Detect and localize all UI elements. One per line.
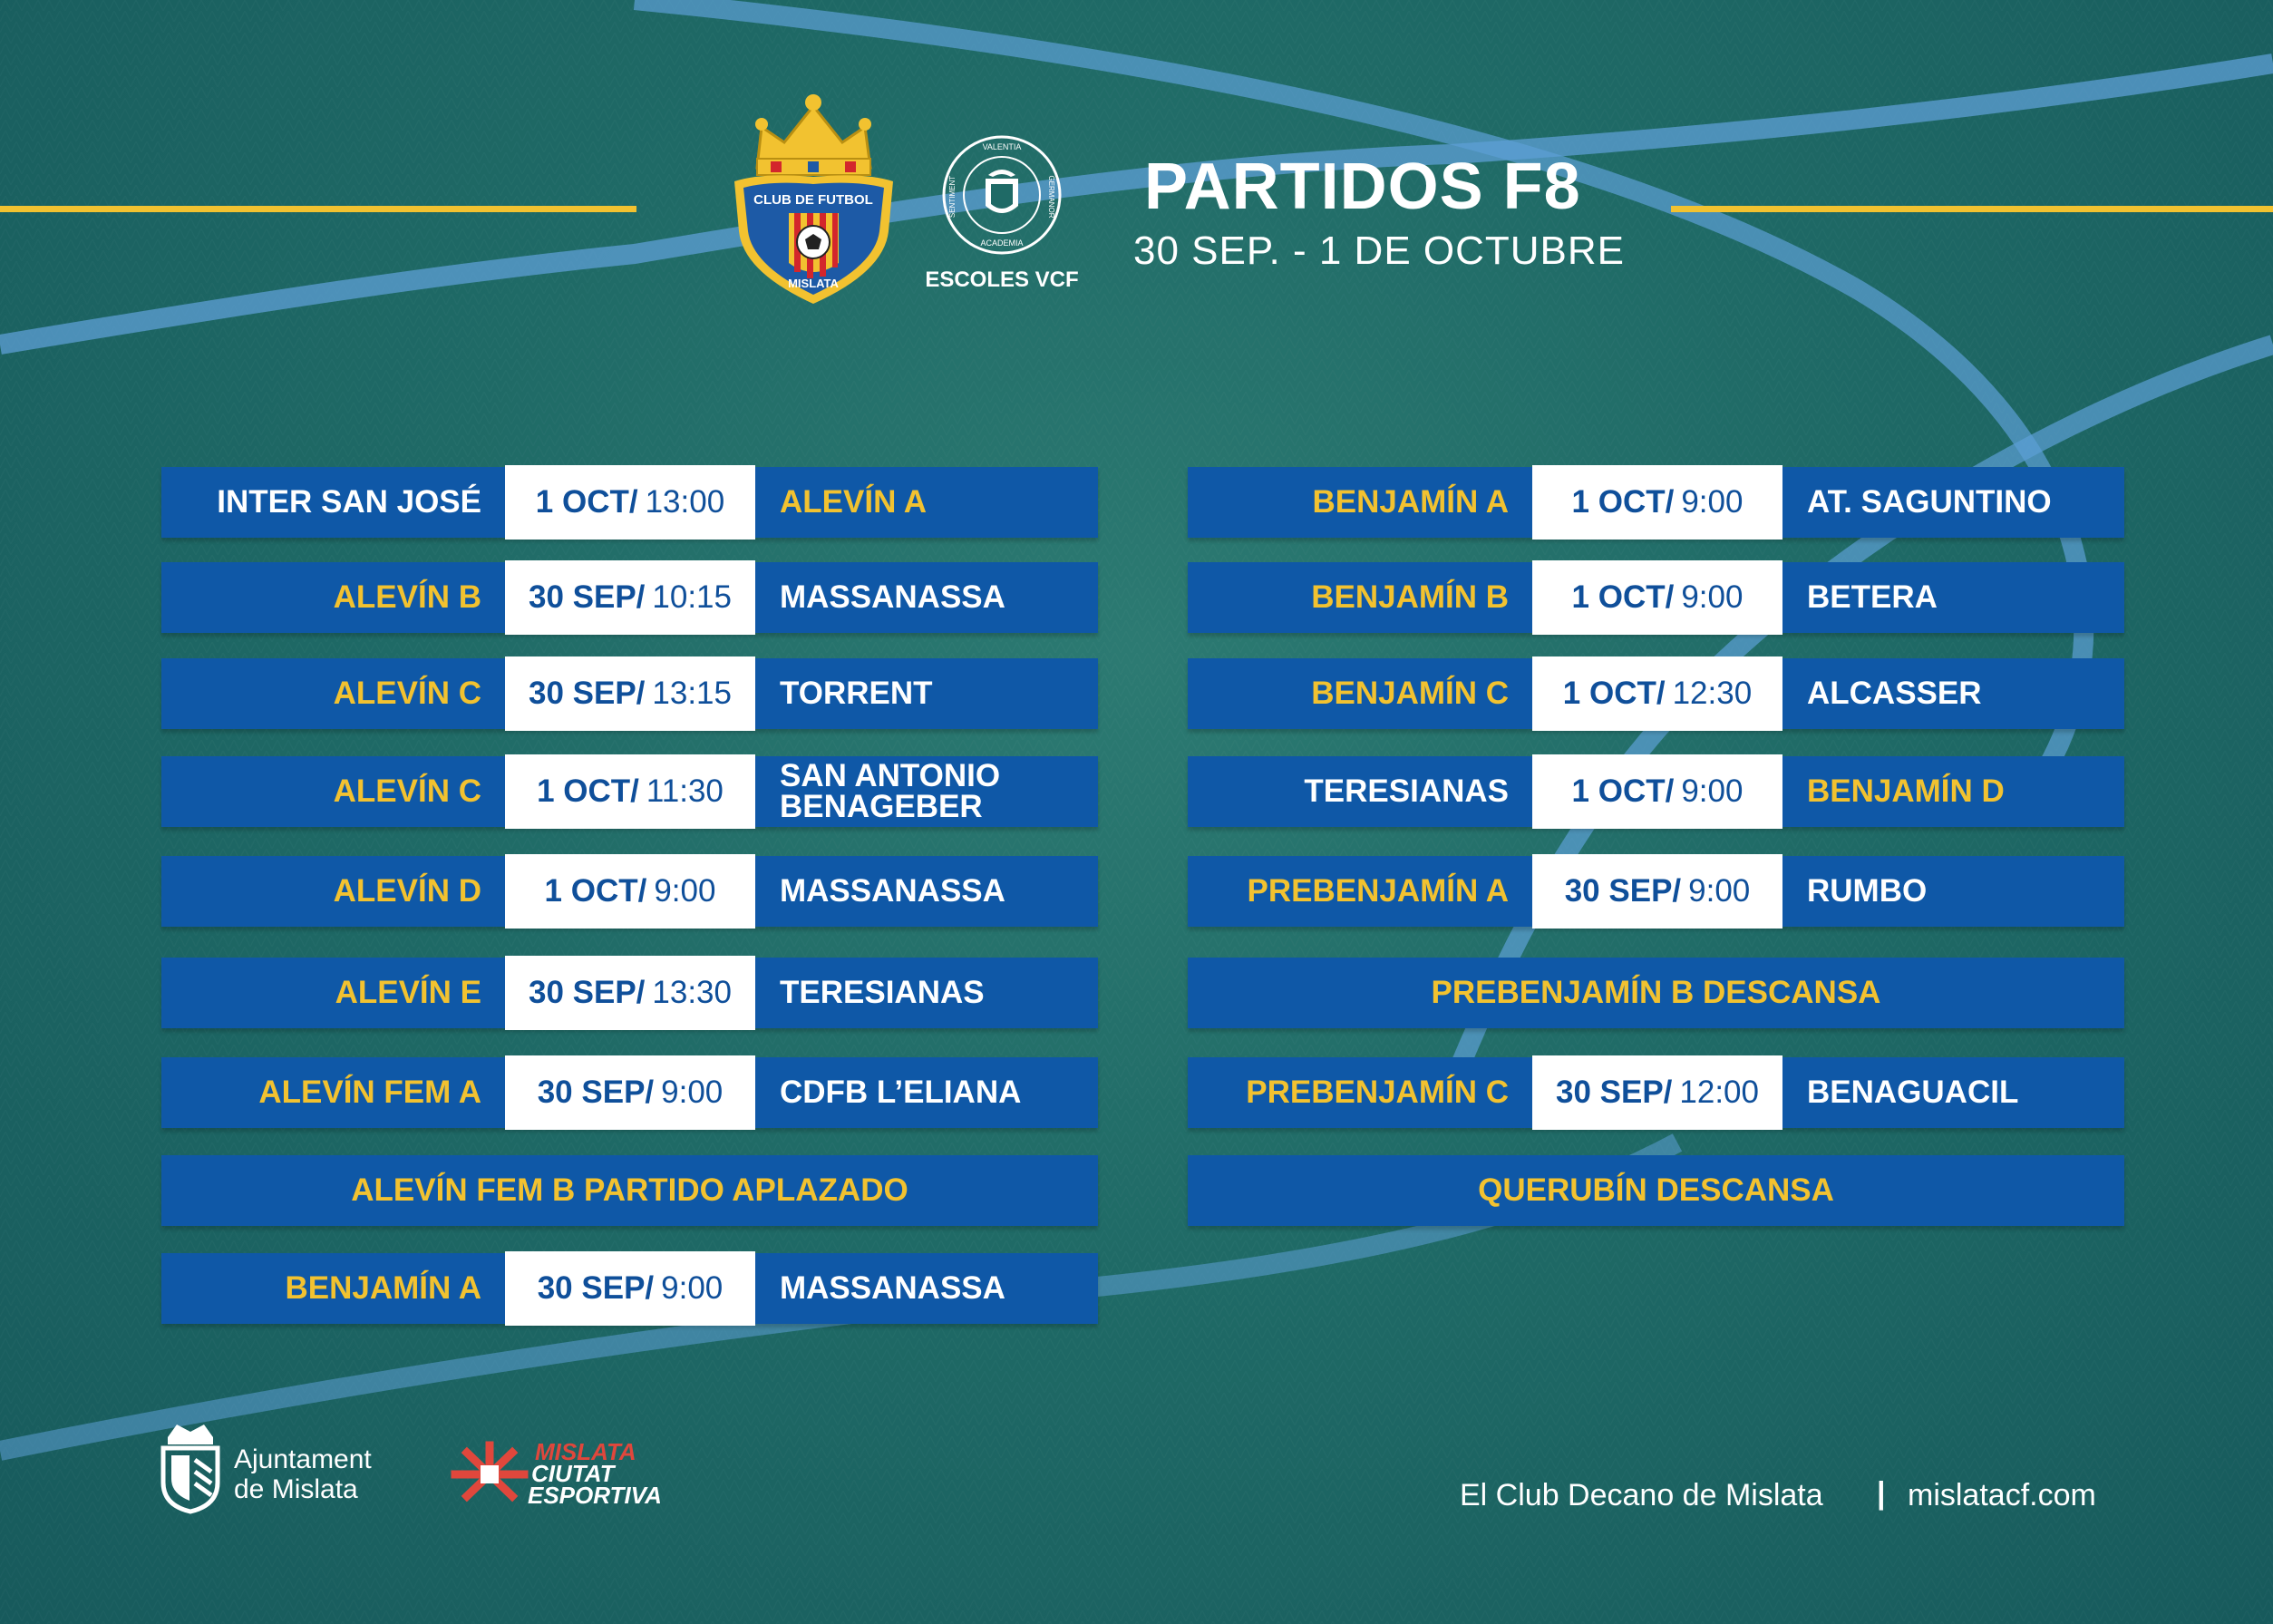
match-row <box>1188 856 2124 927</box>
home-team: ALEVÍN FEM A <box>258 1075 481 1110</box>
match-datetime <box>505 854 755 929</box>
ajuntament-crest-icon <box>159 1419 222 1514</box>
match-datetime <box>505 956 755 1030</box>
match-datetime <box>1532 560 1782 635</box>
away-team: TORRENT <box>780 676 933 711</box>
ciutat-esportiva-logo-icon <box>444 1440 535 1508</box>
away-team: BETERA <box>1807 579 1938 615</box>
vcf-badge-top-text: VALENTIA <box>982 142 1022 151</box>
away-team: TERESIANAS <box>780 975 985 1010</box>
match-time: 9:00 <box>1681 484 1744 520</box>
match-day: 1 OCT/ <box>1571 484 1675 520</box>
match-time: 11:30 <box>646 773 724 809</box>
away-team: BENJAMÍN D <box>1807 773 2005 809</box>
notice-text: QUERUBÍN DESCANSA <box>1478 1172 1834 1208</box>
notice-text: PREBENJAMÍN B DESCANSA <box>1431 975 1881 1010</box>
away-team-line1: SAN ANTONIO <box>780 758 1001 793</box>
match-day: 30 SEP/ <box>1555 1075 1673 1110</box>
match-time: 13:30 <box>652 975 732 1010</box>
away-team: AT. SAGUNTINO <box>1807 484 2052 520</box>
match-row <box>161 562 1098 633</box>
escoles-vcf-label: ESCOLES VCF <box>925 267 1079 292</box>
away-team: CDFB L’ELIANA <box>780 1075 1022 1110</box>
vcf-badge-right-text: GERMANOR <box>1047 175 1055 219</box>
away-team: RUMBO <box>1807 873 1928 909</box>
match-datetime <box>505 560 755 635</box>
match-row <box>1188 1057 2124 1128</box>
match-time: 9:00 <box>661 1270 724 1306</box>
match-datetime <box>1532 465 1782 540</box>
match-day: 1 OCT/ <box>1571 773 1675 809</box>
match-row <box>1188 467 2124 538</box>
match-time: 9:00 <box>654 873 716 909</box>
home-team: ALEVÍN C <box>333 773 481 809</box>
ajuntament-label-line1: Ajuntament <box>234 1444 372 1474</box>
match-day: 1 OCT/ <box>1571 579 1675 615</box>
away-team: ALEVÍN A <box>780 484 928 520</box>
match-time: 13:00 <box>645 484 725 520</box>
match-day: 1 OCT/ <box>1562 676 1666 711</box>
match-datetime <box>505 1055 755 1130</box>
home-team: ALEVÍN C <box>333 676 481 711</box>
header-line-right <box>1671 206 2273 212</box>
crown-icon <box>755 94 871 175</box>
match-datetime <box>505 465 755 540</box>
ciutat-label-line1: MISLATA <box>535 1438 636 1465</box>
match-time: 12:00 <box>1679 1075 1759 1110</box>
notice-row <box>1188 958 2124 1028</box>
home-team: BENJAMÍN A <box>1312 484 1509 520</box>
match-time: 10:15 <box>652 579 732 615</box>
match-datetime <box>1532 754 1782 829</box>
away-team: MASSANASSA <box>780 579 1005 615</box>
match-datetime <box>1532 656 1782 731</box>
away-team-line2: BENAGEBER <box>780 789 983 824</box>
match-time: 9:00 <box>1681 773 1744 809</box>
match-day: 30 SEP/ <box>528 975 646 1010</box>
match-row <box>161 856 1098 927</box>
escoles-vcf-badge <box>938 131 1065 258</box>
match-row <box>161 467 1098 538</box>
cf-mislata-crest <box>725 86 902 308</box>
ciutat-label-line2: CIUTAT <box>531 1460 615 1487</box>
match-datetime <box>1532 1055 1782 1130</box>
notice-row <box>1188 1155 2124 1226</box>
crest-ring-text: CLUB DE FUTBOL <box>753 192 873 208</box>
match-row <box>161 1057 1098 1128</box>
match-row <box>161 958 1098 1028</box>
match-row <box>1188 562 2124 633</box>
ajuntament-label-line2: de Mislata <box>234 1474 358 1504</box>
home-team: ALEVÍN D <box>333 873 481 909</box>
match-day: 30 SEP/ <box>528 676 646 711</box>
away-team: BENAGUACIL <box>1807 1075 2019 1110</box>
match-row <box>161 1253 1098 1324</box>
home-team: ALEVÍN E <box>335 975 481 1010</box>
match-datetime <box>505 754 755 829</box>
home-team: INTER SAN JOSÉ <box>217 484 481 520</box>
match-day: 30 SEP/ <box>537 1075 655 1110</box>
home-team: BENJAMÍN C <box>1311 676 1509 711</box>
match-time: 9:00 <box>661 1075 724 1110</box>
page-title: PARTIDOS F8 <box>1144 151 1581 223</box>
away-team: MASSANASSA <box>780 873 1005 909</box>
vcf-badge-left-text: SENTIMENT <box>948 175 957 219</box>
footer-tagline: El Club Decano de Mislata <box>1460 1478 1823 1512</box>
notice-text: ALEVÍN FEM B PARTIDO APLAZADO <box>351 1172 908 1208</box>
crest-bottom-text: MISLATA <box>788 277 839 290</box>
notice-row <box>161 1155 1098 1226</box>
match-datetime <box>505 656 755 731</box>
match-row <box>1188 756 2124 827</box>
away-team <box>780 756 1000 827</box>
footer-website-link[interactable]: mislatacf.com <box>1908 1478 2096 1512</box>
home-team: TERESIANAS <box>1304 773 1509 809</box>
ciutat-label-line3: ESPORTIVA <box>528 1482 662 1509</box>
footer-separator: | <box>1877 1476 1886 1511</box>
match-row <box>1188 658 2124 729</box>
home-team: PREBENJAMÍN C <box>1246 1075 1509 1110</box>
home-team: PREBENJAMÍN A <box>1247 873 1509 909</box>
match-time: 13:15 <box>652 676 732 711</box>
home-team: BENJAMÍN A <box>285 1270 481 1306</box>
home-team: ALEVÍN B <box>333 579 481 615</box>
match-datetime <box>505 1251 755 1326</box>
away-team: ALCASSER <box>1807 676 1982 711</box>
vcf-badge-bottom-text: ACADEMIA <box>980 238 1024 248</box>
header-line-left <box>0 206 636 212</box>
match-day: 1 OCT/ <box>537 773 639 809</box>
match-day: 30 SEP/ <box>537 1270 655 1306</box>
page-subtitle: 30 SEP. - 1 DE OCTUBRE <box>1133 229 1626 273</box>
home-team: BENJAMÍN B <box>1311 579 1509 615</box>
match-day: 1 OCT/ <box>544 873 647 909</box>
match-time: 9:00 <box>1688 873 1751 909</box>
match-datetime <box>1532 854 1782 929</box>
match-time: 12:30 <box>1672 676 1753 711</box>
match-day: 30 SEP/ <box>1564 873 1682 909</box>
match-row <box>161 658 1098 729</box>
away-team: MASSANASSA <box>780 1270 1005 1306</box>
match-time: 9:00 <box>1681 579 1744 615</box>
match-day: 30 SEP/ <box>528 579 646 615</box>
match-row <box>161 756 1098 827</box>
match-day: 1 OCT/ <box>535 484 638 520</box>
